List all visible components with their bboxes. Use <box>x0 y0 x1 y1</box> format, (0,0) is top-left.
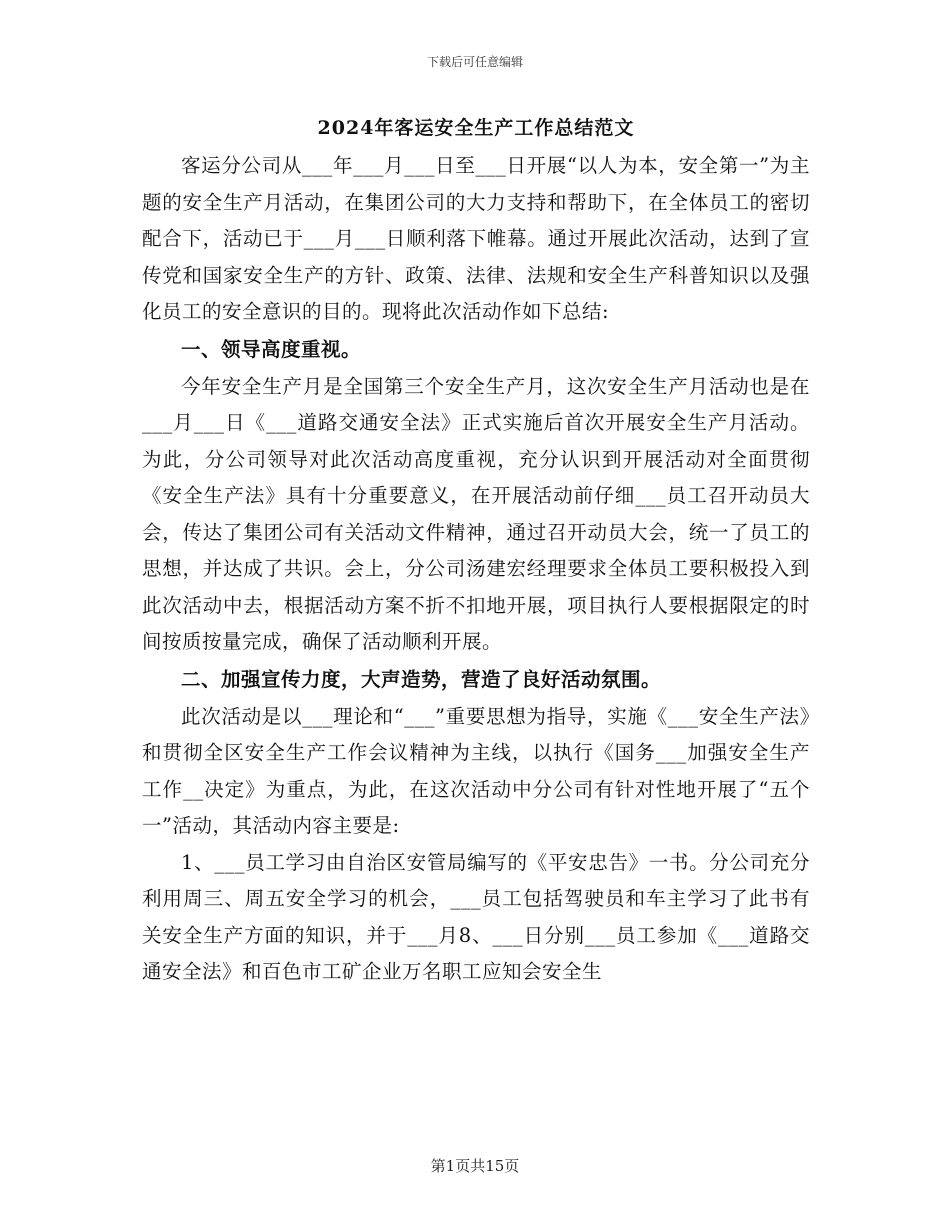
section-heading-1: 一、领导高度重视。 <box>181 337 362 361</box>
document-title: 2024年客运安全生产工作总结范文 <box>317 117 635 139</box>
section-heading-2: 二、加强宣传力度，大声造势，营造了良好活动氛围。 <box>181 667 662 691</box>
document-body <box>142 112 810 991</box>
section-2-paragraph: 此次活动是以___理论和“___”重要思想为指导，实施《___安全生产法》和贯彻全区安全生产工作会议精神为主线，以执行《国务___加强安全生产工作__决定》为重点，为此，在这次活动中分公司有针对性地开展了“五个一”活动，其活动内容主要是: <box>142 704 810 837</box>
intro-paragraph: 客运分公司从___年___月___日至___日开展“以人为本，安全第一”为主题的安全生产月活动，在集团公司的大力支持和帮助下，在全体员工的密切配合下，活动已于___月___日顺利落下帷幕。通过开展此次活动，达到了宣传党和国家安全生产的方针、政策、法律、法规和安全生产科普知识以及强化员工的安全意识的目的。现将此次活动作如下总结: <box>142 154 810 323</box>
section-1-paragraph: 今年安全生产月是全国第三个安全生产月，这次安全生产月活动也是在___月___日《___道路交通安全法》正式实施后首次开展安全生产月活动。为此，分公司领导对此次活动高度重视，充分认识到开展活动对全面贯彻《安全生产法》具有十分重要意义，在开展活动前仔细___员工召开动员大会，传达了集团公司有关活动文件精神，通过召开动员大会，统一了员工的思想，并达成了共识。会上，分公司汤建宏经理要求全体员工要积极投入到此次活动中去，根据活动方案不折不扣地开展，项目执行人要根据限定的时间按质按量完成，确保了活动顺利开展。 <box>142 374 810 653</box>
download-note: 下载后可任意编辑 <box>426 55 523 69</box>
page-number: 第1页共15页 <box>430 1157 520 1175</box>
list-item-1-paragraph: 1、___员工学习由自治区安管局编写的《平安忠告》一书。分公司充分利用周三、周五安全学习的机会，___员工包括驾驶员和车主学习了此书有关安全生产方面的知识，并于___月8、___日分别___员工参加《___道路交通安全法》和百色市工矿企业万名职工应知会安全生 <box>142 850 810 983</box>
